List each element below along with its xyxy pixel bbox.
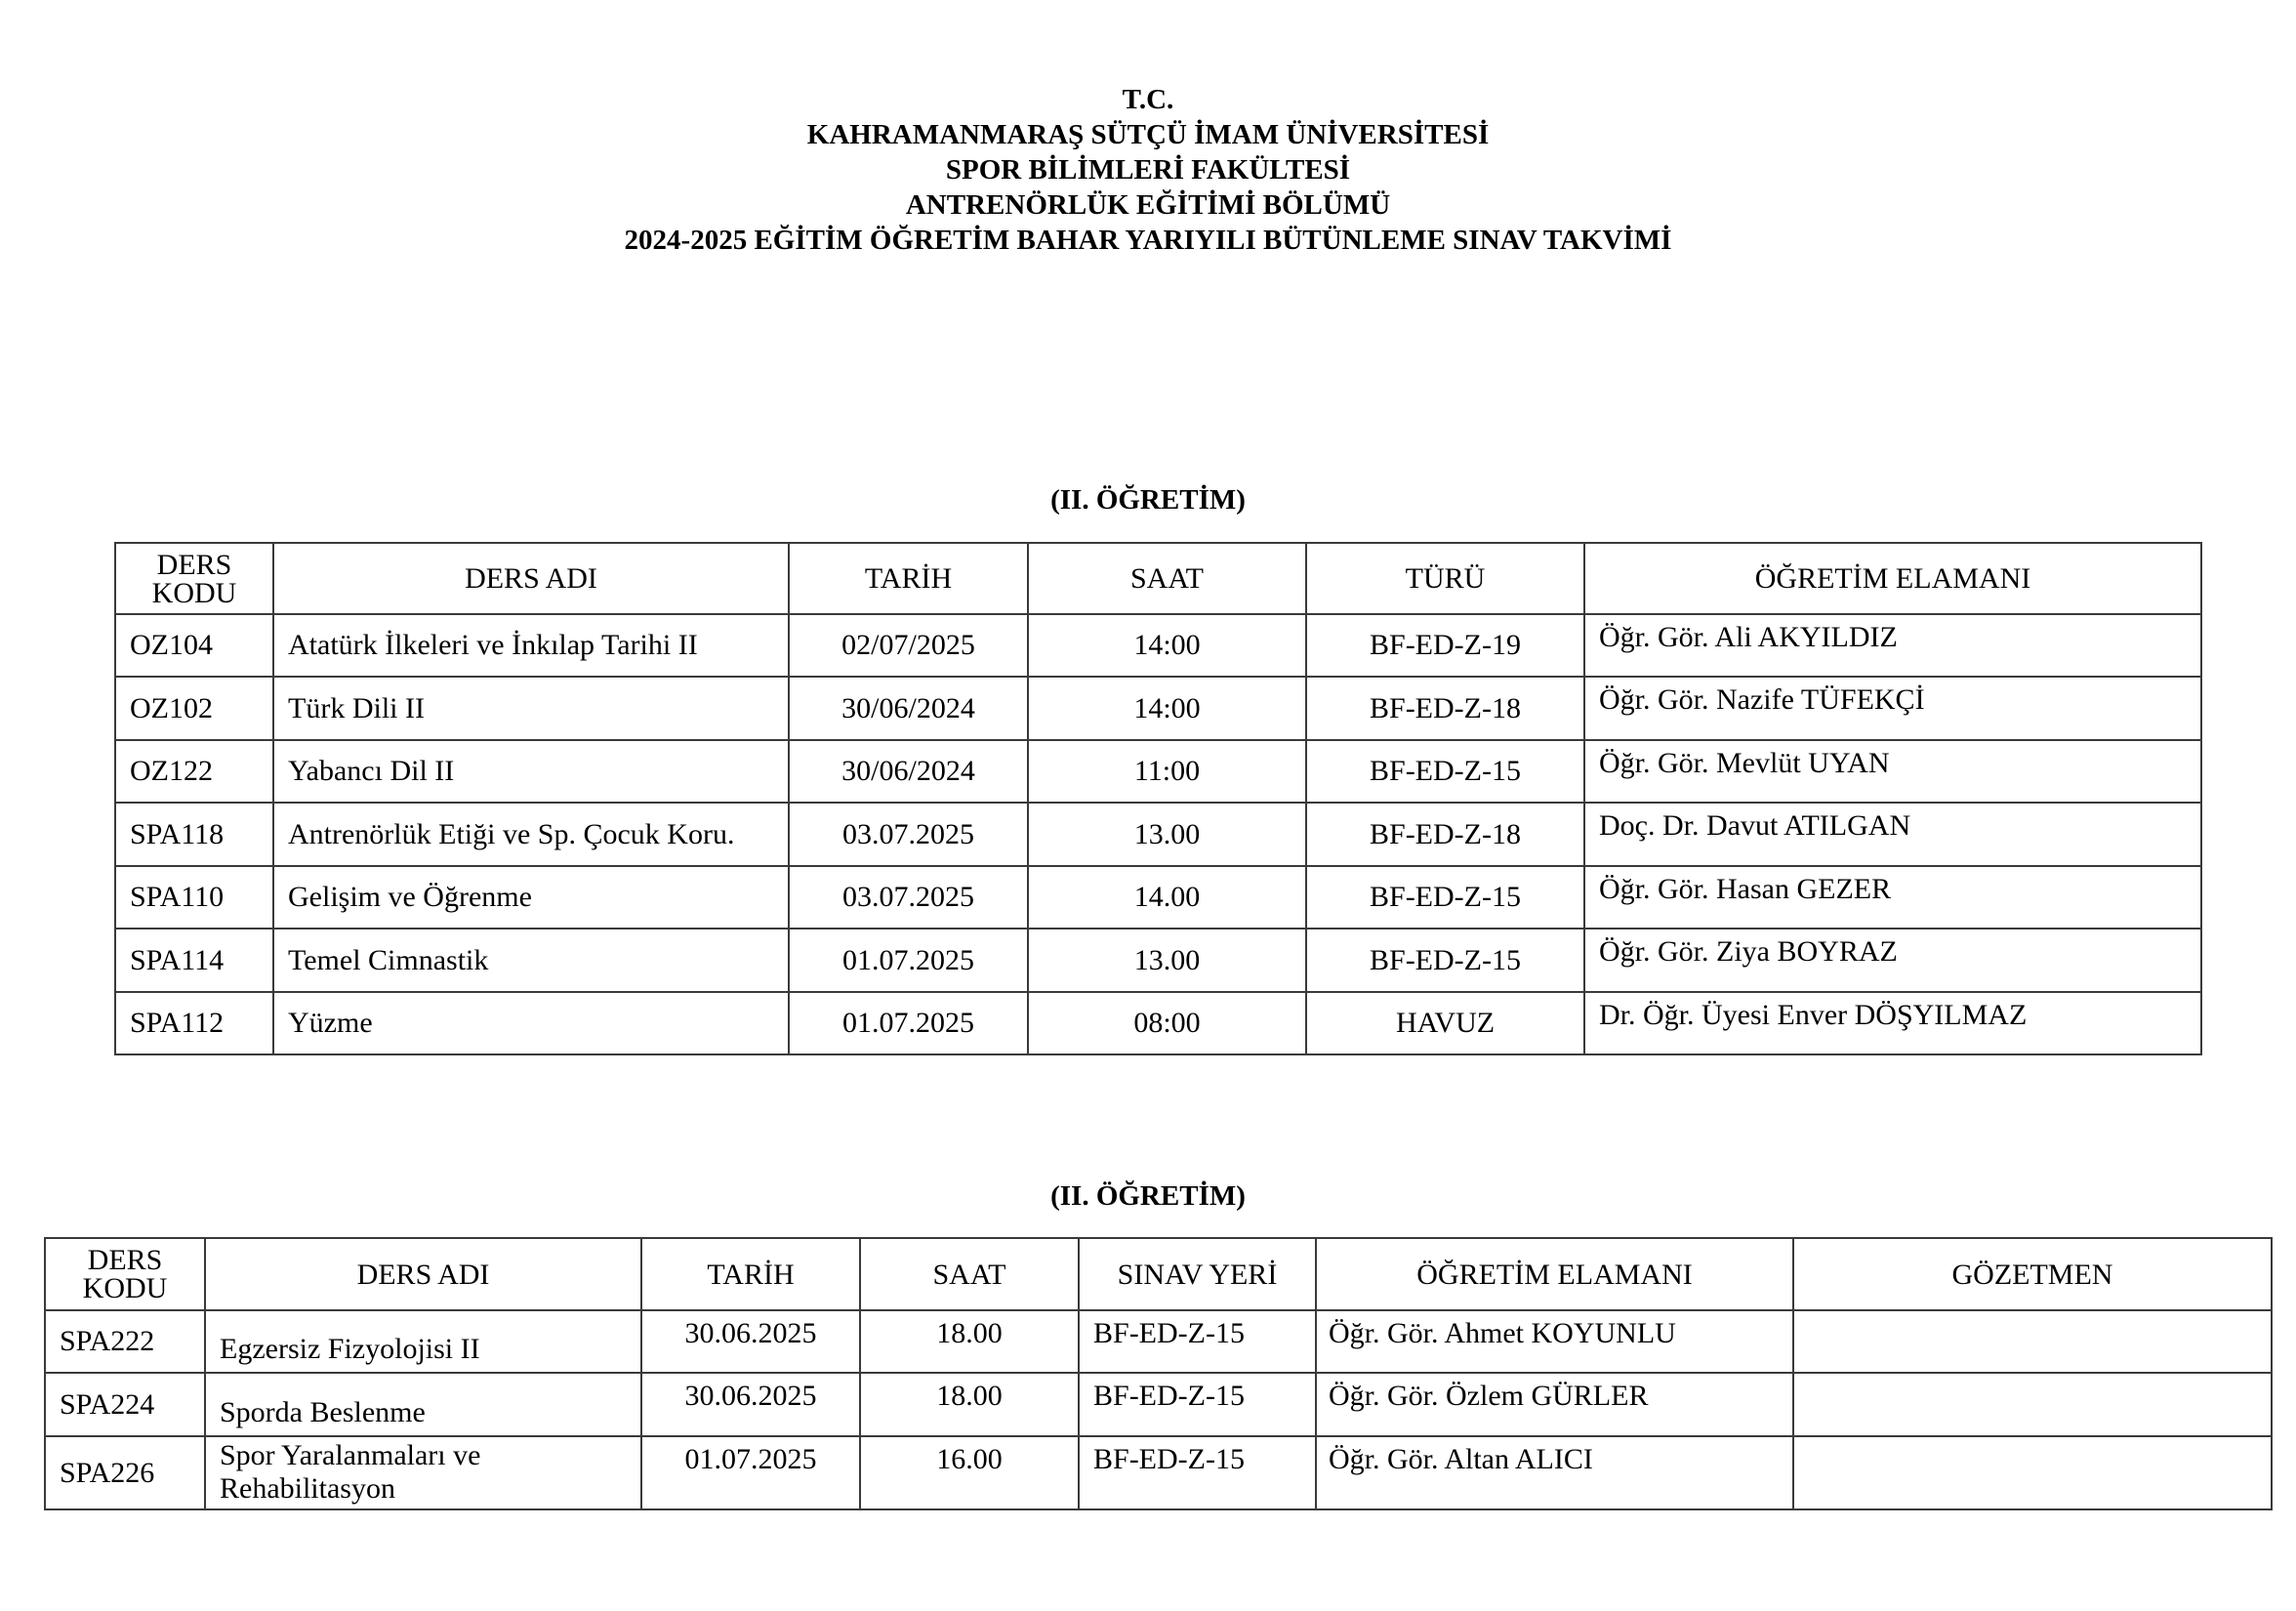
cell-type: BF-ED-Z-15 bbox=[1306, 929, 1584, 992]
table-header-row bbox=[115, 543, 2201, 614]
cell-instructor: Öğr. Gör. Ziya BOYRAZ bbox=[1584, 929, 2201, 992]
cell-proctor bbox=[1793, 1436, 2272, 1509]
cell-time: 14.00 bbox=[1028, 866, 1306, 929]
header-line-faculty: SPOR BİLİMLERİ FAKÜLTESİ bbox=[945, 154, 1351, 186]
header-course-code bbox=[115, 543, 273, 614]
cell-exam-place: BF-ED-Z-15 bbox=[1079, 1310, 1316, 1373]
cell-course-code: SPA114 bbox=[115, 929, 273, 992]
table-header-row bbox=[45, 1238, 2272, 1310]
cell-time: 18.00 bbox=[860, 1310, 1079, 1373]
cell-course-code: OZ122 bbox=[115, 740, 273, 803]
cell-course-code: SPA226 bbox=[45, 1436, 205, 1509]
header-time: SAAT bbox=[1028, 543, 1306, 614]
cell-course-name bbox=[205, 1436, 641, 1509]
cell-date: 02/07/2025 bbox=[789, 614, 1028, 677]
cell-course-name-line1: Spor Yaralanmaları ve bbox=[220, 1439, 481, 1471]
cell-course-code: OZ102 bbox=[115, 677, 273, 740]
cell-date: 30/06/2024 bbox=[789, 677, 1028, 740]
cell-type: BF-ED-Z-15 bbox=[1306, 740, 1584, 803]
cell-course-name bbox=[205, 1310, 641, 1373]
table-row bbox=[115, 677, 2201, 740]
cell-time: 14:00 bbox=[1028, 677, 1306, 740]
cell-course-code: SPA112 bbox=[115, 992, 273, 1054]
cell-course-name: Temel Cimnastik bbox=[273, 929, 789, 992]
cell-instructor: Öğr. Gör. Nazife TÜFEKÇİ bbox=[1584, 677, 2201, 740]
cell-date: 01.07.2025 bbox=[789, 992, 1028, 1054]
cell-course-name: Türk Dili II bbox=[273, 677, 789, 740]
cell-course-name: Antrenörlük Etiği ve Sp. Çocuk Koru. bbox=[273, 803, 789, 866]
header-course-code-line1: DERS bbox=[156, 548, 232, 581]
header-course-code bbox=[45, 1238, 205, 1310]
cell-course-name-line2: Rehabilitasyon bbox=[220, 1472, 395, 1505]
cell-time: 13.00 bbox=[1028, 929, 1306, 992]
cell-type: BF-ED-Z-19 bbox=[1306, 614, 1584, 677]
table-row bbox=[115, 614, 2201, 677]
header-line-university: KAHRAMANMARAŞ SÜTÇÜ İMAM ÜNİVERSİTESİ bbox=[806, 119, 1490, 150]
cell-course-name bbox=[205, 1373, 641, 1436]
cell-type: BF-ED-Z-18 bbox=[1306, 803, 1584, 866]
cell-course-name: Gelişim ve Öğrenme bbox=[273, 866, 789, 929]
cell-time: 14:00 bbox=[1028, 614, 1306, 677]
cell-course-code: SPA222 bbox=[45, 1310, 205, 1373]
header-date: TARİH bbox=[789, 543, 1028, 614]
cell-exam-place: BF-ED-Z-15 bbox=[1079, 1373, 1316, 1436]
cell-course-name-line1: Sporda Beslenme bbox=[220, 1396, 426, 1428]
document-header bbox=[0, 82, 2296, 258]
table-row bbox=[45, 1373, 2272, 1436]
header-instructor: ÖĞRETİM ELAMANI bbox=[1584, 543, 2201, 614]
cell-course-name: Atatürk İlkeleri ve İnkılap Tarihi II bbox=[273, 614, 789, 677]
header-line-department: ANTRENÖRLÜK EĞİTİMİ BÖLÜMÜ bbox=[905, 189, 1391, 221]
cell-course-name: Yüzme bbox=[273, 992, 789, 1054]
header-instructor: ÖĞRETİM ELAMANI bbox=[1316, 1238, 1793, 1310]
header-exam-place: SINAV YERİ bbox=[1079, 1238, 1316, 1310]
cell-date: 30.06.2025 bbox=[641, 1373, 860, 1436]
cell-course-code: SPA110 bbox=[115, 866, 273, 929]
table-row bbox=[115, 740, 2201, 803]
header-course-code-line2: KODU bbox=[82, 1272, 168, 1304]
cell-instructor: Öğr. Gör. Mevlüt UYAN bbox=[1584, 740, 2201, 803]
cell-course-code: OZ104 bbox=[115, 614, 273, 677]
cell-course-code: SPA224 bbox=[45, 1373, 205, 1436]
cell-course-code: SPA118 bbox=[115, 803, 273, 866]
cell-date: 03.07.2025 bbox=[789, 803, 1028, 866]
header-course-code-line1: DERS bbox=[87, 1244, 163, 1276]
table-row bbox=[45, 1436, 2272, 1509]
exam-table-2 bbox=[44, 1237, 2273, 1510]
cell-type: BF-ED-Z-18 bbox=[1306, 677, 1584, 740]
cell-instructor: Öğr. Gör. Ali AKYILDIZ bbox=[1584, 614, 2201, 677]
cell-proctor bbox=[1793, 1310, 2272, 1373]
exam-table-1 bbox=[114, 542, 2202, 1055]
cell-instructor: Dr. Öğr. Üyesi Enver DÖŞYILMAZ bbox=[1584, 992, 2201, 1054]
cell-date: 03.07.2025 bbox=[789, 866, 1028, 929]
cell-type: HAVUZ bbox=[1306, 992, 1584, 1054]
cell-proctor bbox=[1793, 1373, 2272, 1436]
header-time: SAAT bbox=[860, 1238, 1079, 1310]
cell-course-name: Yabancı Dil II bbox=[273, 740, 789, 803]
header-course-name: DERS ADI bbox=[205, 1238, 641, 1310]
header-date: TARİH bbox=[641, 1238, 860, 1310]
cell-type: BF-ED-Z-15 bbox=[1306, 866, 1584, 929]
cell-exam-place: BF-ED-Z-15 bbox=[1079, 1436, 1316, 1509]
cell-instructor: Öğr. Gör. Ahmet KOYUNLU bbox=[1316, 1310, 1793, 1373]
table-row bbox=[115, 866, 2201, 929]
header-course-name: DERS ADI bbox=[273, 543, 789, 614]
table-row bbox=[115, 929, 2201, 992]
cell-date: 01.07.2025 bbox=[641, 1436, 860, 1509]
cell-time: 13.00 bbox=[1028, 803, 1306, 866]
cell-instructor: Öğr. Gör. Hasan GEZER bbox=[1584, 866, 2201, 929]
cell-instructor: Doç. Dr. Davut ATILGAN bbox=[1584, 803, 2201, 866]
cell-time: 16.00 bbox=[860, 1436, 1079, 1509]
cell-date: 01.07.2025 bbox=[789, 929, 1028, 992]
cell-time: 08:00 bbox=[1028, 992, 1306, 1054]
header-type: TÜRÜ bbox=[1306, 543, 1584, 614]
table-row bbox=[115, 992, 2201, 1054]
section-label-2: (II. ÖĞRETİM) bbox=[1050, 1180, 1246, 1212]
header-course-code-line2: KODU bbox=[151, 576, 237, 609]
cell-instructor: Öğr. Gör. Altan ALICI bbox=[1316, 1436, 1793, 1509]
section-label-1: (II. ÖĞRETİM) bbox=[1050, 484, 1246, 516]
table-row bbox=[45, 1310, 2272, 1373]
header-line-country: T.C. bbox=[1122, 84, 1174, 115]
header-line-calendar-title: 2024-2025 EĞİTİM ÖĞRETİM BAHAR YARIYILI BÜTÜNLEME SINAV TAKVİMİ bbox=[624, 225, 1672, 256]
cell-instructor: Öğr. Gör. Özlem GÜRLER bbox=[1316, 1373, 1793, 1436]
cell-course-name-line1: Egzersiz Fizyolojisi II bbox=[220, 1333, 480, 1365]
table-row bbox=[115, 803, 2201, 866]
cell-date: 30.06.2025 bbox=[641, 1310, 860, 1373]
cell-time: 18.00 bbox=[860, 1373, 1079, 1436]
header-proctor: GÖZETMEN bbox=[1793, 1238, 2272, 1310]
cell-date: 30/06/2024 bbox=[789, 740, 1028, 803]
cell-time: 11:00 bbox=[1028, 740, 1306, 803]
